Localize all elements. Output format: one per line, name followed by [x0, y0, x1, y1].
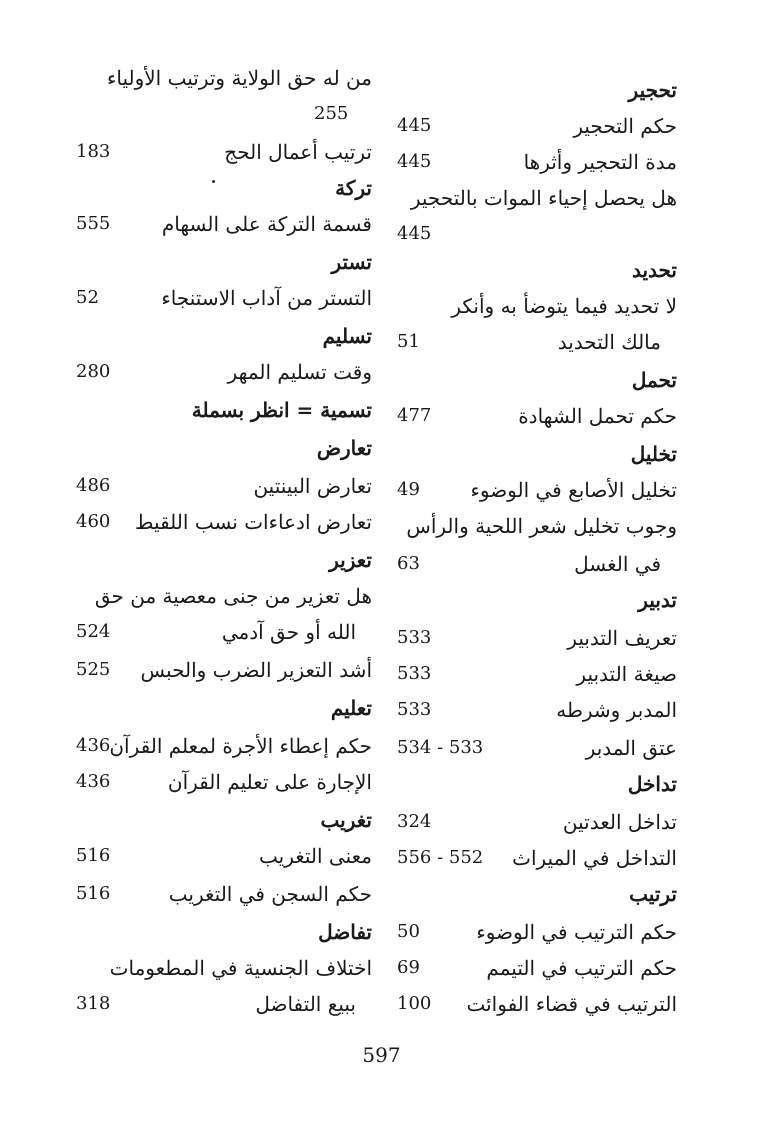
- index-entry: [72, 60, 372, 96]
- index-heading: تركة: [335, 176, 372, 200]
- index-heading: تخليل: [630, 442, 677, 466]
- index-entry: [72, 614, 372, 650]
- page-reference: 183: [76, 141, 111, 162]
- index-entry: [377, 472, 677, 508]
- index-entry: [377, 508, 677, 544]
- index-entry-text: التستر من آداب الاستنجاء: [161, 286, 372, 310]
- index-entry-text: تعريف التدبير: [567, 626, 677, 650]
- index-entry: [377, 144, 677, 180]
- page-reference: 460: [76, 511, 111, 532]
- page-reference: 100: [397, 993, 432, 1014]
- index-entry: [72, 504, 372, 540]
- index-entry: [72, 950, 372, 986]
- page-reference: 324: [397, 811, 432, 832]
- page-reference: 534 - 533: [397, 737, 484, 758]
- index-heading-line: [377, 362, 677, 398]
- page-reference: 436: [76, 771, 111, 792]
- index-entry: [72, 728, 372, 764]
- index-entry: [377, 108, 677, 144]
- index-heading-line: [72, 392, 372, 428]
- index-entry: [72, 652, 372, 688]
- index-entry: [72, 578, 372, 614]
- page-reference: 445: [397, 151, 432, 172]
- page-reference: 50: [397, 921, 420, 942]
- index-entry-text: التداخل في الميراث: [512, 846, 677, 870]
- index-entry-text: اختلاف الجنسية في المطعومات: [109, 956, 372, 980]
- page-reference: 524: [76, 621, 111, 642]
- index-entry-text: ببيع التفاضل: [255, 992, 356, 1016]
- index-entry-text: حكم تحمل الشهادة: [518, 404, 677, 428]
- page-reference: 318: [76, 993, 111, 1014]
- index-entry-text: تعارض البينتين: [253, 474, 372, 498]
- page-reference: 49: [397, 479, 420, 500]
- index-entry-text: معنى التغريب: [259, 844, 372, 868]
- index-entry-text: حكم التحجير: [573, 114, 677, 138]
- index-entry: [377, 546, 677, 582]
- index-entry: [377, 986, 677, 1022]
- index-entry-text: عتق المدبر: [585, 736, 677, 760]
- index-entry-text: وقت تسليم المهر: [227, 360, 372, 384]
- index-entry-text: تعارض ادعاءات نسب اللقيط: [135, 510, 372, 534]
- index-entry: [72, 206, 372, 242]
- index-heading-line: [377, 876, 677, 912]
- index-entry-text: لا تحديد فيما يتوضأ به وأنكر: [451, 294, 677, 318]
- index-heading: ترتيب: [629, 882, 677, 906]
- page-reference: 51: [397, 331, 420, 352]
- index-heading: تحمل: [631, 368, 677, 392]
- index-entry: [377, 914, 677, 950]
- index-entry-text: حكم الترتيب في التيمم: [486, 956, 677, 980]
- index-heading-line: [377, 766, 677, 802]
- index-heading: تفاضل: [318, 920, 372, 944]
- index-entry: [377, 620, 677, 656]
- page-reference: 63: [397, 553, 420, 574]
- index-entry: [72, 986, 372, 1022]
- page-reference: 525: [76, 659, 111, 680]
- index-heading: تغريب: [320, 808, 372, 832]
- index-entry-text: في الغسل: [574, 552, 661, 576]
- index-entry: [377, 950, 677, 986]
- index-entry-text: قسمة التركة على السهام: [161, 212, 372, 236]
- index-heading-line: [377, 582, 677, 618]
- index-heading: تستر: [331, 250, 372, 274]
- index-entry-text: هل تعزير من جنى معصية من حق: [94, 584, 372, 608]
- index-heading: تعزير: [329, 548, 372, 572]
- index-heading: تدبير: [638, 588, 677, 612]
- index-heading-line: [72, 542, 372, 578]
- index-heading-line: [72, 430, 372, 466]
- page-reference: 52: [76, 287, 99, 308]
- index-entry-text: مدة التحجير وأثرها: [523, 150, 677, 174]
- index-entry-text: من له حق الولاية وترتيب الأولياء: [106, 66, 372, 90]
- index-entry: [72, 838, 372, 874]
- page-number: 597: [362, 1043, 401, 1067]
- index-heading-line: [72, 690, 372, 726]
- index-entry-text: الإجارة على تعليم القرآن: [167, 770, 372, 794]
- index-entry-text: الترتيب في قضاء الفوائت: [466, 992, 677, 1016]
- index-entry-text: الله أو حق آدمي: [221, 620, 356, 644]
- page-reference: 533: [397, 627, 432, 648]
- index-entry: [377, 324, 677, 360]
- index-entry: [72, 96, 372, 132]
- index-entry: [377, 656, 677, 692]
- index-entry: [377, 398, 677, 434]
- index-entry-text: حكم الترتيب في الوضوء: [476, 920, 677, 944]
- page-reference: 486: [76, 475, 111, 496]
- page-reference: 516: [76, 845, 111, 866]
- page-reference: 445: [397, 115, 432, 136]
- index-entry: [377, 804, 677, 840]
- page-reference: 436: [76, 735, 111, 756]
- index-heading: تعليم: [330, 696, 372, 720]
- index-entry-text: حكم إعطاء الأجرة لمعلم القرآن: [109, 734, 372, 758]
- index-heading-line: [377, 436, 677, 472]
- page-reference: 69: [397, 957, 420, 978]
- index-entry-text: صيغة التدبير: [576, 662, 677, 686]
- page-reference: 445: [397, 223, 432, 244]
- index-heading: تعارض: [316, 436, 372, 460]
- index-heading-line: [72, 802, 372, 838]
- page-reference: 533: [397, 699, 432, 720]
- index-entry-text: حكم السجن في التغريب: [168, 882, 372, 906]
- index-heading-line: [72, 244, 372, 280]
- page-reference: 556 - 552: [397, 847, 484, 868]
- index-heading-line: [72, 170, 372, 206]
- index-entry: [72, 876, 372, 912]
- index-entry: [72, 280, 372, 316]
- index-entry: [72, 354, 372, 390]
- index-heading: تسليم: [322, 324, 372, 348]
- index-entry: [377, 692, 677, 728]
- index-heading: تسمية = انظر بسملة: [191, 398, 372, 422]
- page-reference: 516: [76, 883, 111, 904]
- index-entry: [72, 764, 372, 800]
- page-reference: 555: [76, 213, 111, 234]
- index-entry-text: تخليل الأصابع في الوضوء: [470, 478, 677, 502]
- index-entry: [377, 288, 677, 324]
- index-entry-text: وجوب تخليل شعر اللحية والرأس: [406, 514, 677, 538]
- index-entry: [377, 840, 677, 876]
- index-entry: [72, 468, 372, 504]
- index-entry-text: هل يحصل إحياء الموات بالتحجير: [410, 186, 677, 210]
- page-reference: 280: [76, 361, 111, 382]
- page-reference: 533: [397, 663, 432, 684]
- index-entry-text: مالك التحديد: [557, 330, 661, 354]
- index-heading-line: [377, 252, 677, 288]
- index-heading-line: [72, 318, 372, 354]
- index-entry: [377, 180, 677, 216]
- index-entry-text: المدبر وشرطه: [556, 698, 677, 722]
- index-entry: [377, 730, 677, 766]
- page-reference: 255: [314, 103, 349, 124]
- index-heading: تحجير: [628, 78, 677, 102]
- index-entry-text: أشد التعزير الضرب والحبس: [140, 658, 372, 682]
- index-heading: تداخل: [627, 772, 677, 796]
- index-entry: [72, 134, 372, 170]
- stray-dot: [212, 180, 215, 183]
- index-heading-line: [72, 914, 372, 950]
- index-heading: تحديد: [631, 258, 677, 282]
- index-entry: [377, 216, 677, 252]
- index-heading-line: [377, 72, 677, 108]
- index-entry-text: تداخل العدتين: [562, 810, 677, 834]
- page-reference: 477: [397, 405, 432, 426]
- index-entry-text: ترتيب أعمال الحج: [224, 140, 372, 164]
